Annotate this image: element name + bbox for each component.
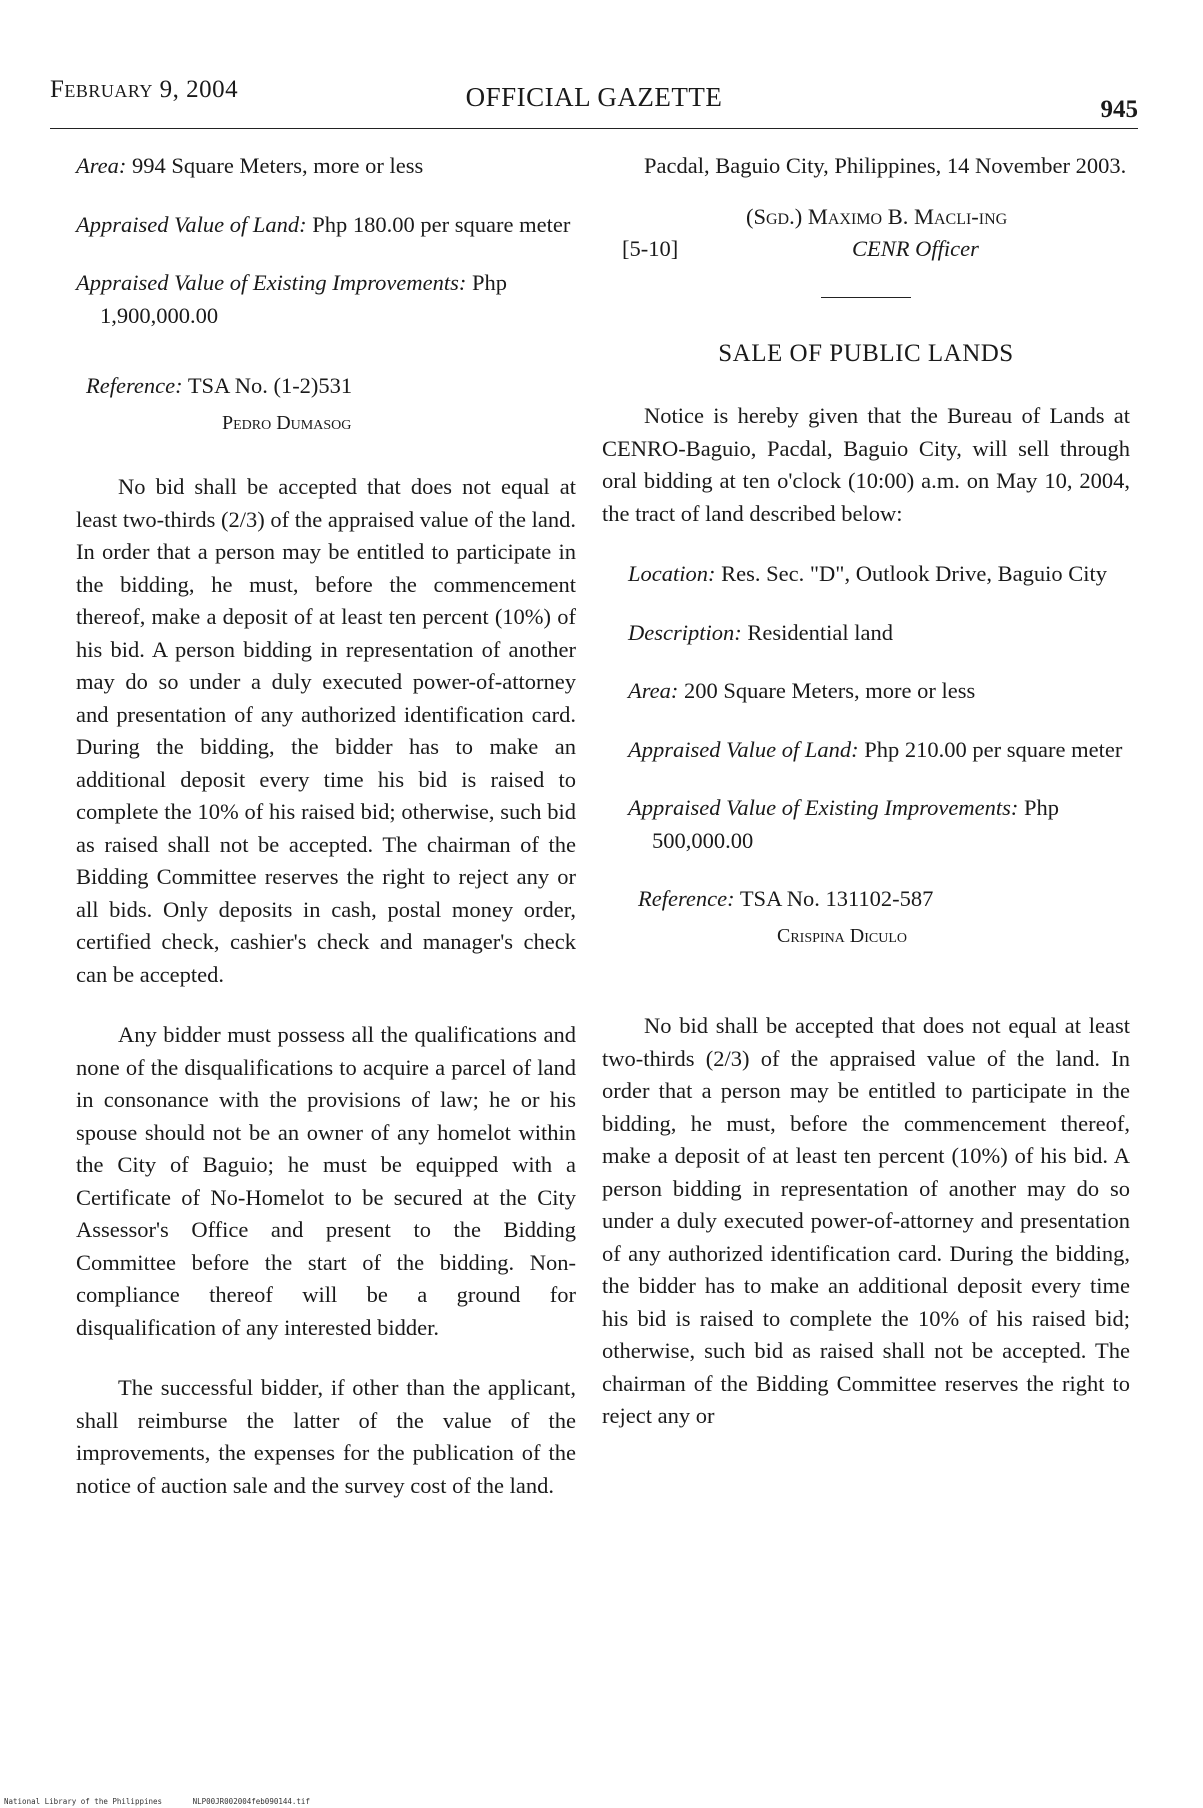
area-field xyxy=(76,150,576,183)
reference-field xyxy=(76,370,576,403)
section-divider xyxy=(821,297,911,298)
land-value-field-right xyxy=(628,734,1130,767)
reference-label-right: Reference: xyxy=(638,886,735,911)
reimbursement-paragraph: The successful bidder, if other than the applicant, shall reimburse the latter of the value of the improvements, the expenses for the publication of the notice of auction sale and the survey cost of the land. xyxy=(76,1375,576,1498)
improvements-label-right: Appraised Value of Existing Improvements: xyxy=(628,795,1019,820)
applicant-name-right: Crispina Diculo xyxy=(777,924,908,947)
improvements-value-right: Php 500,000.00 xyxy=(652,795,1059,853)
page-header xyxy=(50,68,1138,123)
improvements-value: Php 1,900,000.00 xyxy=(100,270,507,328)
description-label: Description: xyxy=(628,619,742,645)
reference-field-right xyxy=(628,883,1130,916)
description-field xyxy=(628,617,1130,650)
publication-reference: [5-10] xyxy=(622,235,679,261)
place-date: Pacdal, Baguio City, Philippines, 14 November 2003. xyxy=(644,153,1127,178)
area-value: 994 Square Meters, more or less xyxy=(132,153,424,178)
location-label: Location: xyxy=(628,561,716,586)
section-title: SALE OF PUBLIC LANDS xyxy=(718,339,1014,367)
bid-conditions-paragraph: No bid shall be accepted that does not equal at least two-thirds (2/3) of the appraised value of the land. In order that a person may be entitled to participate in the bidding, he must, before the commencement thereof, make a deposit of at least ten percent (10%) of his bid. A person bidding in representation of another may do so under a duly executed power-of-attorney and presentation of any authorized identification card. During the bidding, the bidder has to make an additional deposit every time his bid is raised to complete the 10% of his raised bid; otherwise, such bid as raised shall not be accepted. The chairman of the Bidding Committee reserves the right to reject any or all bids. Only deposits in cash, postal money order, certified check, cashier's check and manager's check can be accepted. xyxy=(76,474,576,987)
area-label-right: Area: xyxy=(628,678,679,703)
land-value: Php 180.00 per square meter xyxy=(312,211,571,237)
left-column xyxy=(76,150,576,1530)
land-value-label: Appraised Value of Land: xyxy=(76,211,307,237)
area-field-right xyxy=(628,675,1130,708)
notice-paragraph: Notice is hereby given that the Bureau of Lands at CENRO-Baguio, Pacdal, Baguio City, will sell through oral bidding at ten o'clock (10:00) a.m. on May 10, 2004, the tract of land described below: xyxy=(602,403,1130,526)
improvements-field-right xyxy=(628,792,1130,857)
land-value-label-right: Appraised Value of Land: xyxy=(628,736,859,762)
location-value: Res. Sec. "D", Outlook Drive, Baguio City xyxy=(721,561,1107,586)
signatory-name: (Sgd.) Maximo B. Macli-ing xyxy=(746,203,1008,229)
reference-value-right: TSA No. 131102-587 xyxy=(739,886,934,911)
signatory-position: CENR Officer xyxy=(852,235,979,261)
header-rule xyxy=(50,128,1138,129)
qualifications-paragraph: Any bidder must possess all the qualifications and none of the disqualifications to acquire a parcel of land in consonance with the provisions of law; he or his spouse should not be an owner of any homelot within the City of Baguio; he must be equipped with a Certificate of No-Homelot to be secured at the City Assessor's Office and present to the Bidding Committee before the start of the bidding. Non-compliance thereof will be a ground for disqualification of any interested bidder. xyxy=(76,1022,576,1340)
header-title: OFFICIAL GAZETTE xyxy=(465,82,723,112)
land-value-right: Php 210.00 per square meter xyxy=(864,736,1123,762)
page-number: 945 xyxy=(1100,96,1138,123)
improvements-field xyxy=(76,267,576,332)
improvements-label: Appraised Value of Existing Improvements: xyxy=(76,270,467,295)
area-value-right: 200 Square Meters, more or less xyxy=(684,678,976,703)
reference-label: Reference: xyxy=(86,373,183,398)
applicant-name: Pedro Dumasog xyxy=(222,411,352,434)
location-field xyxy=(628,558,1130,591)
area-label: Area: xyxy=(76,153,127,178)
right-column xyxy=(602,150,1130,1461)
reference-value: TSA No. (1-2)531 xyxy=(187,373,353,398)
bid-conditions-paragraph-right: No bid shall be accepted that does not equal at least two-thirds (2/3) of the appraised value of the land. In order that a person may be entitled to participate in the bidding, he must, before the commencement thereof, make a deposit of at least ten percent (10%) of his bid. A person bidding in representation of another may do so under a duly executed power-of-attorney and presentation of any authorized identification card. During the bidding, the bidder has to make an additional deposit every time his bid is raised to complete the 10% of his raised bid; otherwise, such bid as raised shall not be accepted. The chairman of the Bidding Committee reserves the right to reject any or xyxy=(602,1013,1130,1428)
footer-file: NLP00JR002004feb090144.tif xyxy=(192,1797,310,1806)
description-value: Residential land xyxy=(747,619,893,645)
footer-library: National Library of the Philippines xyxy=(4,1797,163,1806)
signature-block xyxy=(602,201,1130,267)
header-date: February 9, 2004 xyxy=(50,76,239,103)
land-value-field xyxy=(76,209,576,242)
scan-footer xyxy=(4,1797,336,1806)
